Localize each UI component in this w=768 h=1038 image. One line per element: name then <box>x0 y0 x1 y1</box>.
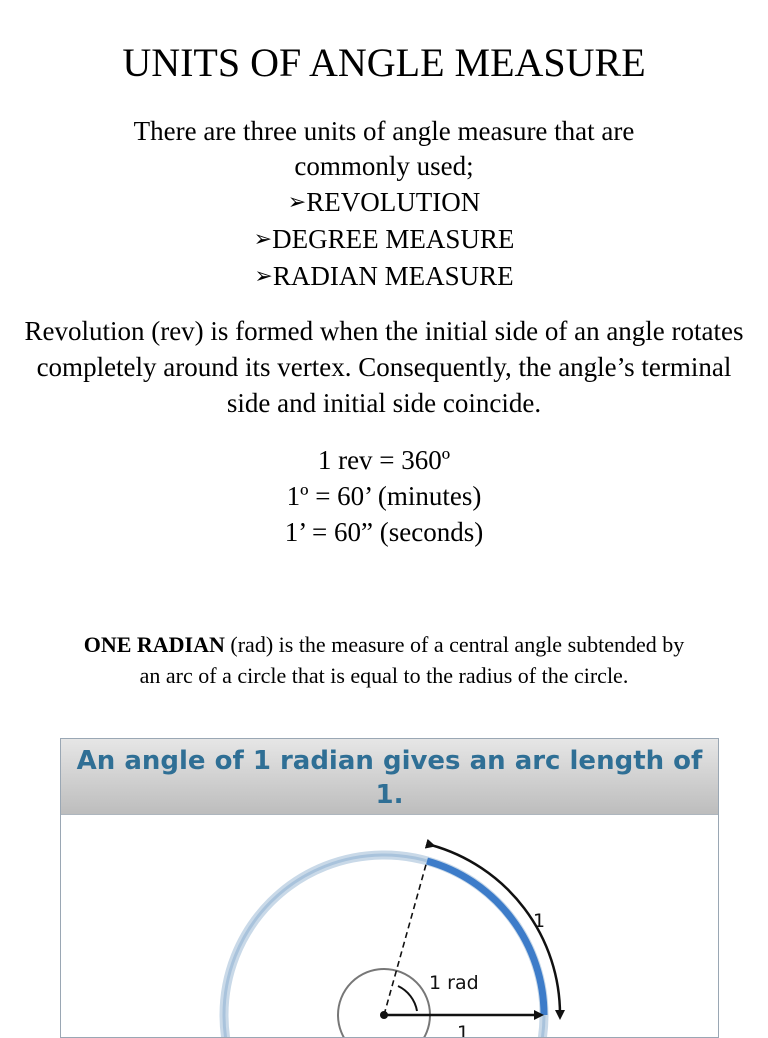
list-item <box>0 184 768 221</box>
unit-label-revolution: REVOLUTION <box>306 187 481 217</box>
page-title: UNITS OF ANGLE MEASURE <box>122 40 646 85</box>
figure-heading: An angle of 1 radian gives an arc length of 1. <box>61 739 718 815</box>
units-list <box>0 184 768 295</box>
arc-length-label: 1 <box>533 910 546 932</box>
unit-label-radian: RADIAN MEASURE <box>272 261 514 291</box>
center-point <box>380 1011 388 1019</box>
radian-text: (rad) is the measure of a central angle subtended by an arc of a circle that is equal to the radius of the circle. <box>139 632 685 688</box>
small-circle <box>338 969 430 1038</box>
radian-figure <box>60 738 719 1038</box>
equation-minute: 1’ = 60” (seconds) <box>284 517 484 547</box>
arrow-bullet-icon: ➢ <box>253 227 273 252</box>
radian-term: ONE RADIAN <box>83 632 225 657</box>
angle-arc <box>398 986 417 1011</box>
radian-definition <box>74 629 694 691</box>
radius-label: 1 <box>457 1022 470 1038</box>
intro-text: There are three units of angle measure that are commonly used; <box>133 116 635 181</box>
unit-label-degree: DEGREE MEASURE <box>272 224 515 254</box>
list-item <box>0 258 768 295</box>
radian-diagram <box>61 815 719 1038</box>
revolution-definition: Revolution (rev) is formed when the initial side of an angle rotates completely around its vertex. Consequently, the angle’s terminal side and initial side coincide. <box>24 316 744 418</box>
large-circle <box>224 855 544 1038</box>
equation-rev: 1 rev = 360º <box>317 445 451 475</box>
arrow-bullet-icon: ➢ <box>254 264 273 289</box>
equation-degree: 1º = 60’ (minutes) <box>286 481 482 511</box>
list-item <box>0 221 768 258</box>
equations-block <box>0 442 768 550</box>
arrow-bullet-icon: ➢ <box>287 190 307 215</box>
angle-label: 1 rad <box>429 972 479 994</box>
